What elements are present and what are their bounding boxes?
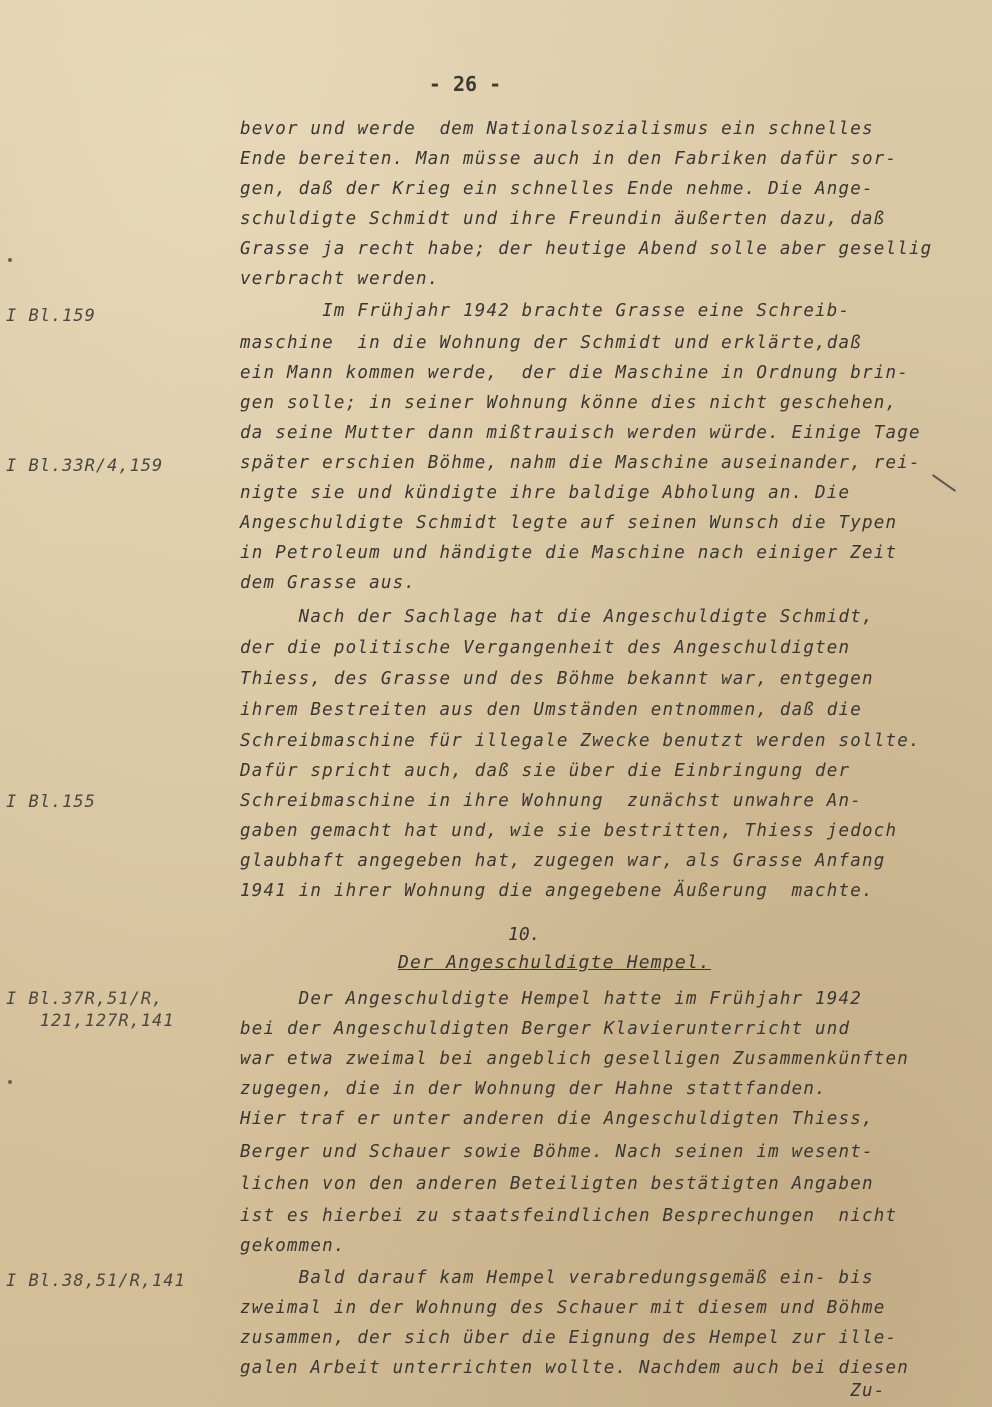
text-line: Berger und Schauer sowie Böhme. Nach seinen im wesent- (240, 1142, 874, 1162)
text-line: der die politische Vergangenheit des Angeschuldigten (240, 638, 851, 658)
text-line: ist es hierbei zu staatsfeindlichen Besprechungen nicht (240, 1206, 898, 1226)
text-line: später erschien Böhme, nahm die Maschine auseinander, rei- (240, 453, 921, 473)
text-line: Thiess, des Grasse und des Böhme bekannt war, entgegen (240, 669, 874, 689)
text-line: Dafür spricht auch, daß sie über die Einbringung der (240, 761, 851, 781)
text-line: glaubhaft angegeben hat, zugegen war, als Grasse Anfang (240, 851, 886, 871)
text-line: in Petroleum und händigte die Maschine nach einiger Zeit (240, 543, 898, 563)
text-line: maschine in die Wohnung der Schmidt und erklärte,daß (240, 333, 863, 353)
margin-note: I Bl.155 (6, 792, 96, 812)
text-line: Bald darauf kam Hempel verabredungsgemäß ein- bis (240, 1268, 874, 1288)
text-line: gaben gemacht hat und, wie sie bestritten, Thiess jedoch (240, 821, 898, 841)
text-line: zusammen, der sich über die Eignung des Hempel zur ille- (240, 1328, 898, 1348)
text-line: Schreibmaschine in ihre Wohnung zunächst unwahre An- (240, 791, 863, 811)
text-line: Angeschuldigte Schmidt legte auf seinen Wunsch die Typen (240, 513, 898, 533)
text-line: gen, daß der Krieg ein schnelles Ende nehme. Die Ange- (240, 179, 874, 199)
margin-note: I Bl.33R/4,159 (6, 456, 164, 476)
text-line: galen Arbeit unterrichten wollte. Nachdem auch bei diesen (240, 1358, 909, 1378)
text-line: Nach der Sachlage hat die Angeschuldigte Schmidt, (240, 607, 874, 627)
text-line: nigte sie und kündigte ihre baldige Abholung an. Die (240, 483, 851, 503)
margin-note: I Bl.37R,51/R, 121,127R,141 (6, 989, 175, 1031)
text-line: Im Frühjahr 1942 brachte Grasse eine Schreib- (240, 301, 851, 321)
pencil-mark (8, 1080, 12, 1084)
margin-note: I Bl.159 (6, 306, 96, 326)
text-line: bevor und werde dem Nationalsozialismus ein schnelles (240, 119, 874, 139)
section-number: 10. (508, 924, 541, 945)
text-line: Hier traf er unter anderen die Angeschuldigten Thiess, (240, 1109, 874, 1129)
text-line: schuldigte Schmidt und ihre Freundin äußerten dazu, daß (240, 209, 886, 229)
text-line: da seine Mutter dann mißtrauisch werden würde. Einige Tage (240, 423, 921, 443)
text-line: Ende bereiten. Man müsse auch in den Fabriken dafür sor- (240, 149, 898, 169)
text-line: Der Angeschuldigte Hempel hatte im Frühjahr 1942 (240, 989, 863, 1009)
text-line: 1941 in ihrer Wohnung die angegebene Äußerung machte. (240, 881, 874, 901)
section-title: Der Angeschuldigte Hempel. (398, 952, 711, 973)
text-line: gekommen. (240, 1236, 346, 1256)
text-line: Grasse ja recht habe; der heutige Abend solle aber gesellig (240, 239, 933, 259)
pencil-mark (8, 258, 12, 262)
text-line: lichen von den anderen Beteiligten bestätigten Angaben (240, 1174, 874, 1194)
page-number: - 26 - (428, 72, 502, 96)
text-line: zweimal in der Wohnung des Schauer mit diesem und Böhme (240, 1298, 886, 1318)
text-line: dem Grasse aus. (240, 573, 417, 593)
text-line: ihrem Bestreiten aus den Umständen entnommen, daß die (240, 700, 863, 720)
text-line: zugegen, die in der Wohnung der Hahne stattfanden. (240, 1079, 827, 1099)
margin-note: I Bl.38,51/R,141 (6, 1271, 186, 1291)
text-line: ein Mann kommen werde, der die Maschine in Ordnung brin- (240, 363, 909, 383)
text-line: war etwa zweimal bei angeblich geselligen Zusammenkünften (240, 1049, 909, 1069)
text-line: verbracht werden. (240, 269, 440, 289)
text-line: Schreibmaschine für illegale Zwecke benutzt werden sollte. (240, 731, 921, 751)
text-line: bei der Angeschuldigten Berger Klavierunterricht und (240, 1019, 851, 1039)
catchword: Zu- (240, 1381, 886, 1401)
text-line: gen solle; in seiner Wohnung könne dies nicht geschehen, (240, 393, 898, 413)
